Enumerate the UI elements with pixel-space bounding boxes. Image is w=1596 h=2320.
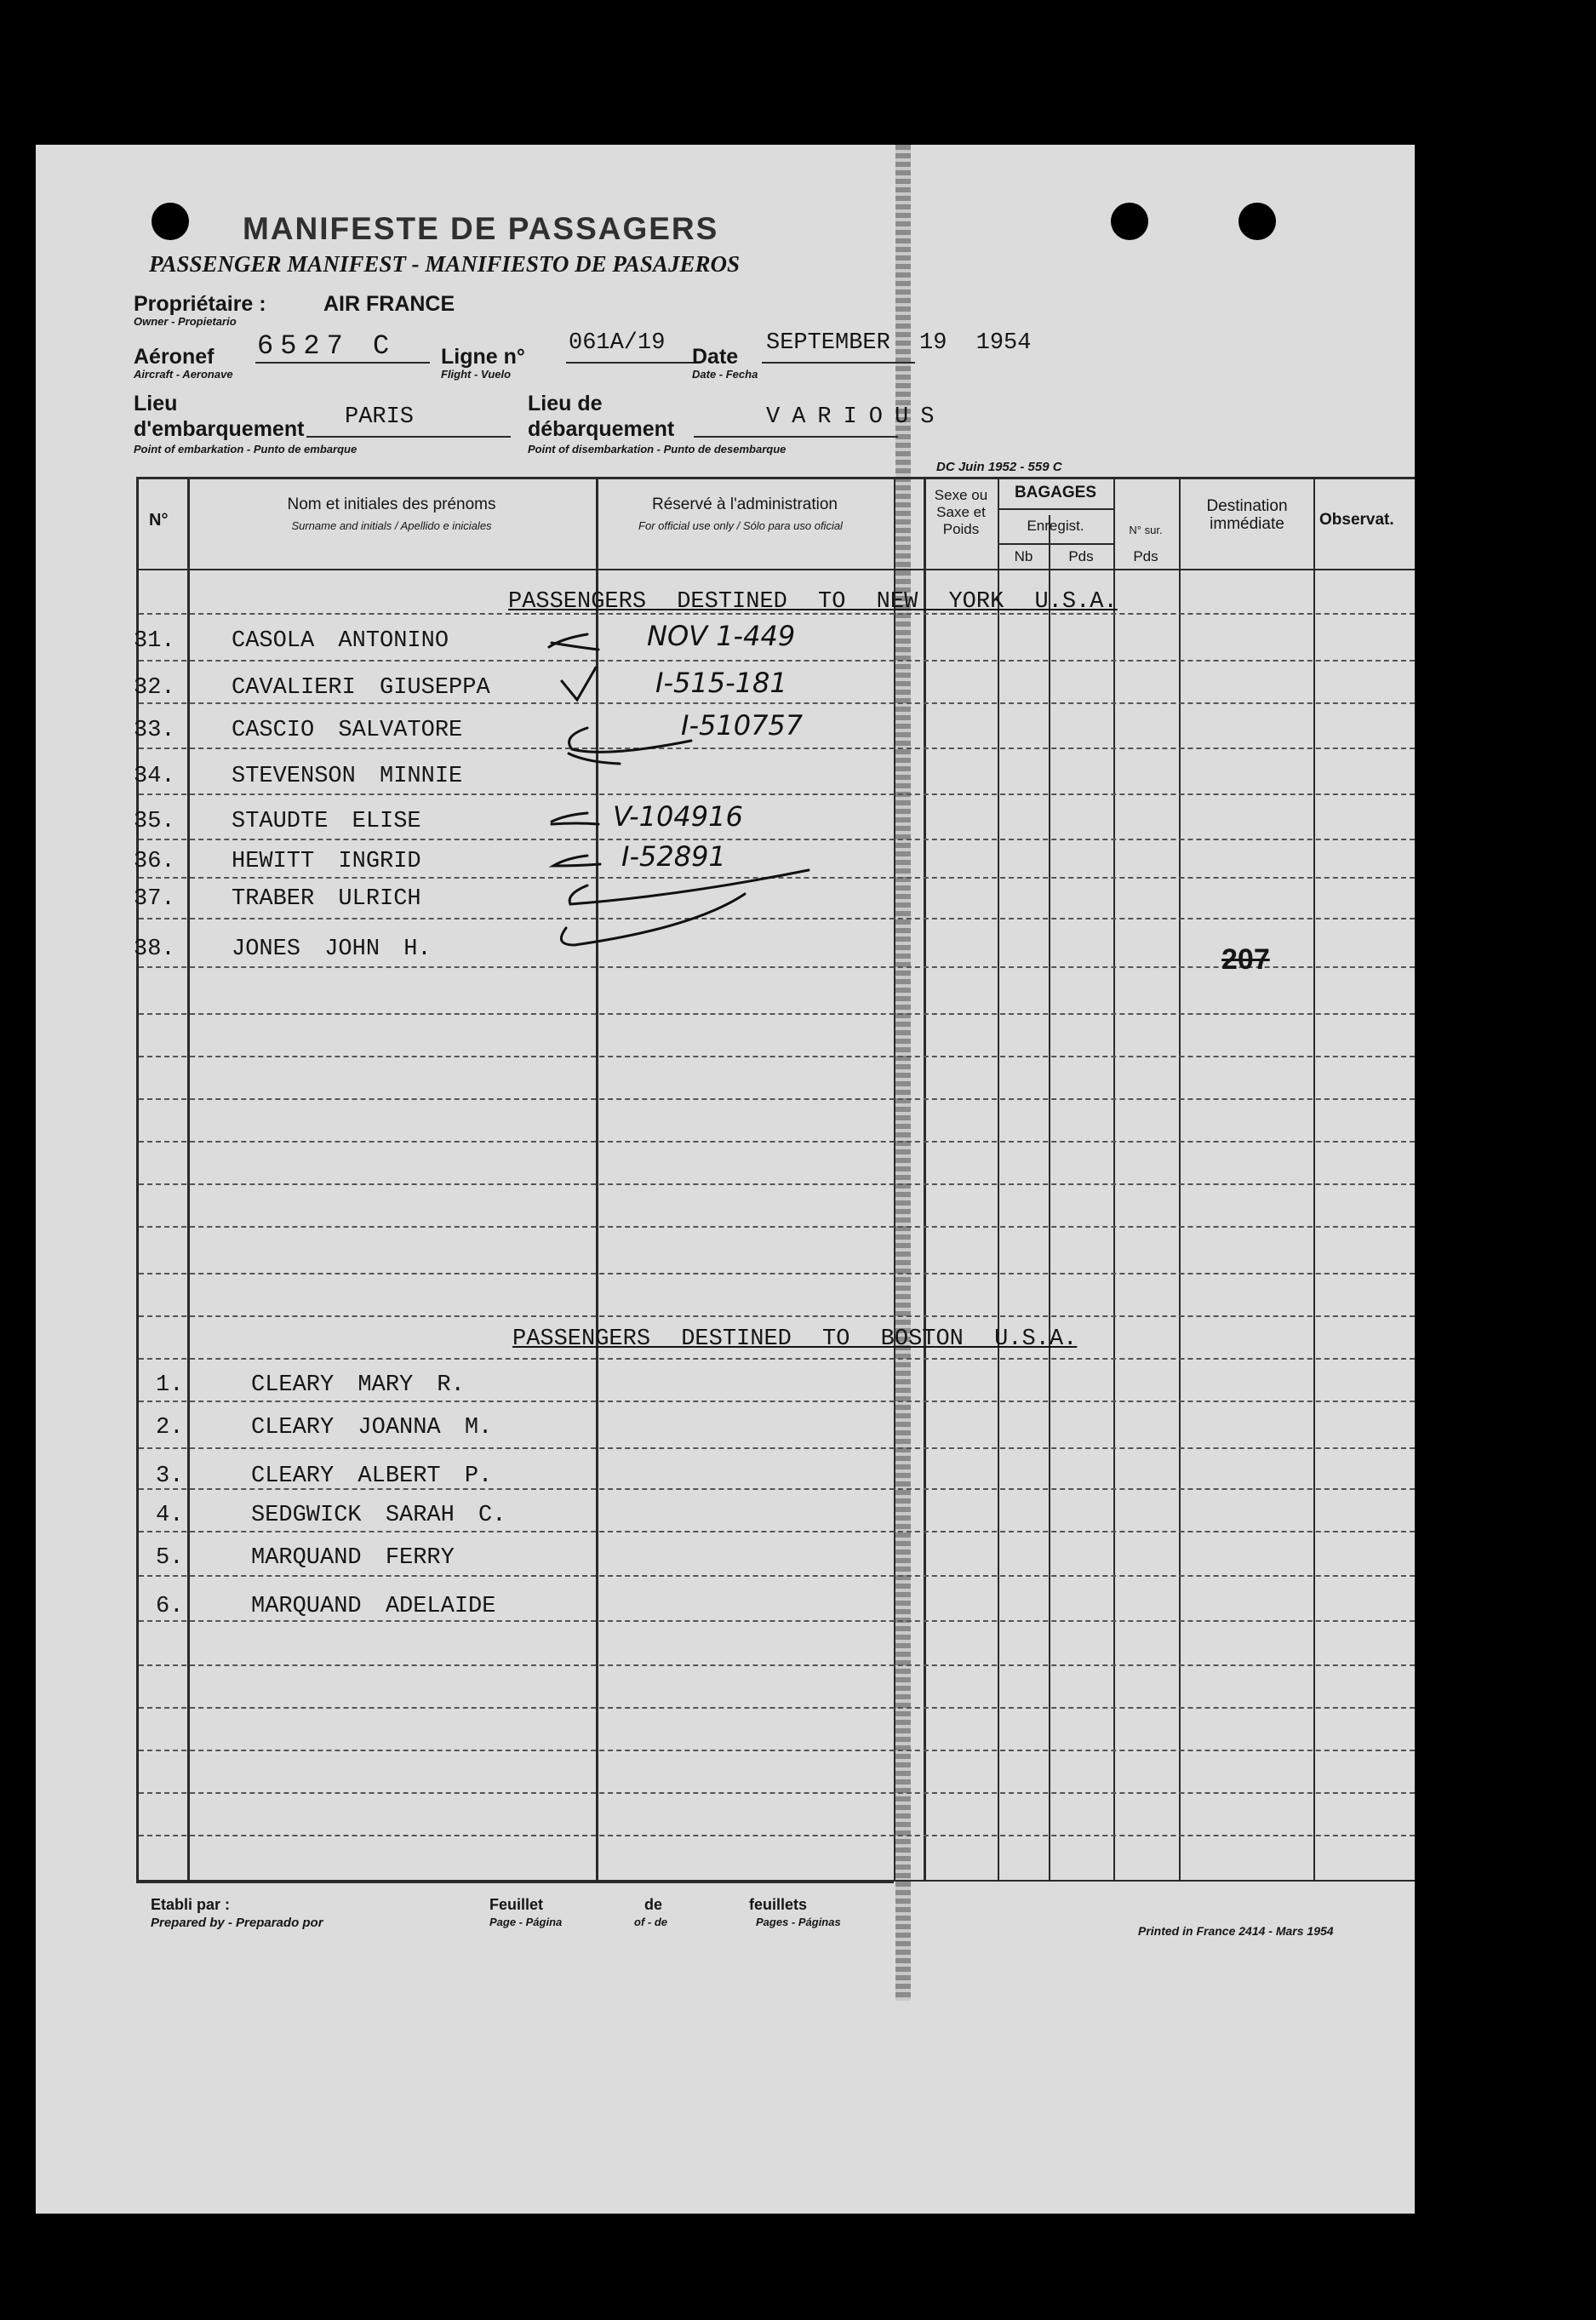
- passenger-number: 4.: [156, 1503, 184, 1528]
- line-value: 061A/19: [569, 330, 666, 356]
- column-admin-sub: For official use only / Sólo para uso oficial: [638, 519, 843, 532]
- passenger-number: 37.: [134, 886, 175, 912]
- prepared-label: Etabli par :: [151, 1896, 231, 1913]
- owner-label: Propriétaire :: [134, 292, 266, 316]
- column-nb: Nb: [1014, 548, 1033, 564]
- disembark-label-2: débarquement: [528, 417, 675, 441]
- column-registered: Enregist.: [1027, 518, 1084, 534]
- admin-annotation: I-510757: [681, 709, 804, 742]
- prepared-sub: Prepared by - Preparado por: [151, 1916, 323, 1930]
- page-title: MANIFESTE DE PASSAGERS: [243, 211, 719, 246]
- embark-sub: Point of embarkation - Punto de embarque: [134, 443, 358, 455]
- form-code: DC Juin 1952 - 559 C: [936, 460, 1062, 474]
- admin-annotation: I-515-181: [655, 667, 787, 699]
- disembark-value: VARIOUS: [766, 404, 947, 430]
- passenger-name: JONES JOHN H.: [232, 937, 432, 962]
- passenger-number: 32.: [134, 675, 175, 701]
- line-label: Ligne n°: [441, 345, 525, 369]
- aircraft-sub: Aircraft - Aeronave: [134, 368, 233, 381]
- disembark-label-1: Lieu de: [528, 392, 603, 415]
- passenger-name: MARQUAND ADELAIDE: [251, 1594, 496, 1619]
- admin-annotation: I-52891: [621, 840, 726, 873]
- owner-sub: Owner - Propietario: [134, 315, 237, 328]
- date-value: SEPTEMBER 19 1954: [766, 330, 1032, 356]
- column-name: Nom et initiales des prénoms: [287, 496, 496, 513]
- admin-annotation: V-104916: [613, 800, 743, 833]
- passenger-name: CLEARY MARY R.: [251, 1372, 465, 1398]
- sheet-label: Feuillet: [489, 1896, 544, 1913]
- passenger-name: MARQUAND FERRY: [251, 1545, 455, 1571]
- admin-annotation: NOV 1-449: [647, 620, 796, 652]
- column-pds2: Pds: [1133, 548, 1158, 564]
- passenger-number: 35.: [134, 809, 175, 834]
- column-admin: Réservé à l'administration: [652, 496, 838, 513]
- column-destination: Destination immédiate: [1206, 497, 1288, 533]
- sheet-sub: Page - Página: [489, 1916, 563, 1928]
- passenger-name: HEWITT INGRID: [232, 849, 421, 874]
- passenger-name: TRABER ULRICH: [232, 886, 421, 912]
- date-sub: Date - Fecha: [692, 368, 758, 381]
- passenger-number: 33.: [134, 718, 175, 743]
- aircraft-value: 6527 C: [257, 330, 397, 362]
- passenger-name: CLEARY ALBERT P.: [251, 1464, 493, 1489]
- printed-note: Printed in France 2414 - Mars 1954: [1138, 1924, 1334, 1938]
- passenger-name: CASOLA ANTONINO: [232, 628, 449, 654]
- passenger-number: 5.: [156, 1545, 184, 1571]
- embark-value: PARIS: [345, 404, 415, 430]
- section-heading: PASSENGERS DESTINED TO NEW YORK U.S.A.: [508, 589, 1118, 615]
- passenger-number: 36.: [134, 849, 175, 874]
- aircraft-label: Aéronef: [134, 345, 215, 369]
- passenger-name: CLEARY JOANNA M.: [251, 1415, 493, 1441]
- page-subtitle: PASSENGER MANIFEST - MANIFIESTO DE PASAJEROS: [149, 251, 740, 277]
- line-sub: Flight - Vuelo: [441, 368, 512, 381]
- column-observations: Observat.: [1319, 511, 1394, 529]
- disembark-sub: Point of disembarkation - Punto de desembarque: [528, 443, 787, 455]
- embark-label-1: Lieu: [134, 392, 178, 415]
- column-pds: Pds: [1068, 548, 1094, 564]
- column-no: N°: [149, 511, 169, 530]
- passenger-name: SEDGWICK SARAH C.: [251, 1503, 506, 1528]
- passenger-number: 6.: [156, 1594, 184, 1619]
- passenger-number: 2.: [156, 1415, 184, 1441]
- column-baggage: BAGAGES: [1014, 484, 1097, 501]
- passenger-number: 38.: [134, 937, 175, 962]
- column-nsur: N° sur.: [1129, 524, 1163, 536]
- passenger-name: STAUDTE ELISE: [232, 809, 421, 834]
- owner-value: AIR FRANCE: [323, 292, 455, 316]
- passenger-name: CASCIO SALVATORE: [232, 718, 463, 743]
- passenger-name: CAVALIERI GIUSEPPA: [232, 675, 490, 701]
- date-label: Date: [692, 345, 739, 369]
- passenger-name: STEVENSON MINNIE: [232, 764, 463, 789]
- passenger-number: 3.: [156, 1464, 184, 1489]
- sheets-label: feuillets: [749, 1896, 808, 1913]
- of-label: de: [644, 1896, 663, 1913]
- column-name-sub: Surname and initials / Apellido e iniciales: [291, 519, 492, 532]
- passenger-number: 31.: [134, 628, 175, 654]
- of-sub: of - de: [634, 1916, 667, 1928]
- sheets-sub: Pages - Páginas: [756, 1916, 841, 1928]
- section-heading: PASSENGERS DESTINED TO BOSTON U.S.A.: [512, 1326, 1078, 1352]
- embark-label-2: d'embarquement: [134, 417, 305, 441]
- passenger-number: 1.: [156, 1372, 184, 1398]
- column-sex: Sexe ou Saxe et Poids: [934, 487, 988, 537]
- passenger-number: 34.: [134, 764, 175, 789]
- destination-note: 207: [1221, 943, 1270, 976]
